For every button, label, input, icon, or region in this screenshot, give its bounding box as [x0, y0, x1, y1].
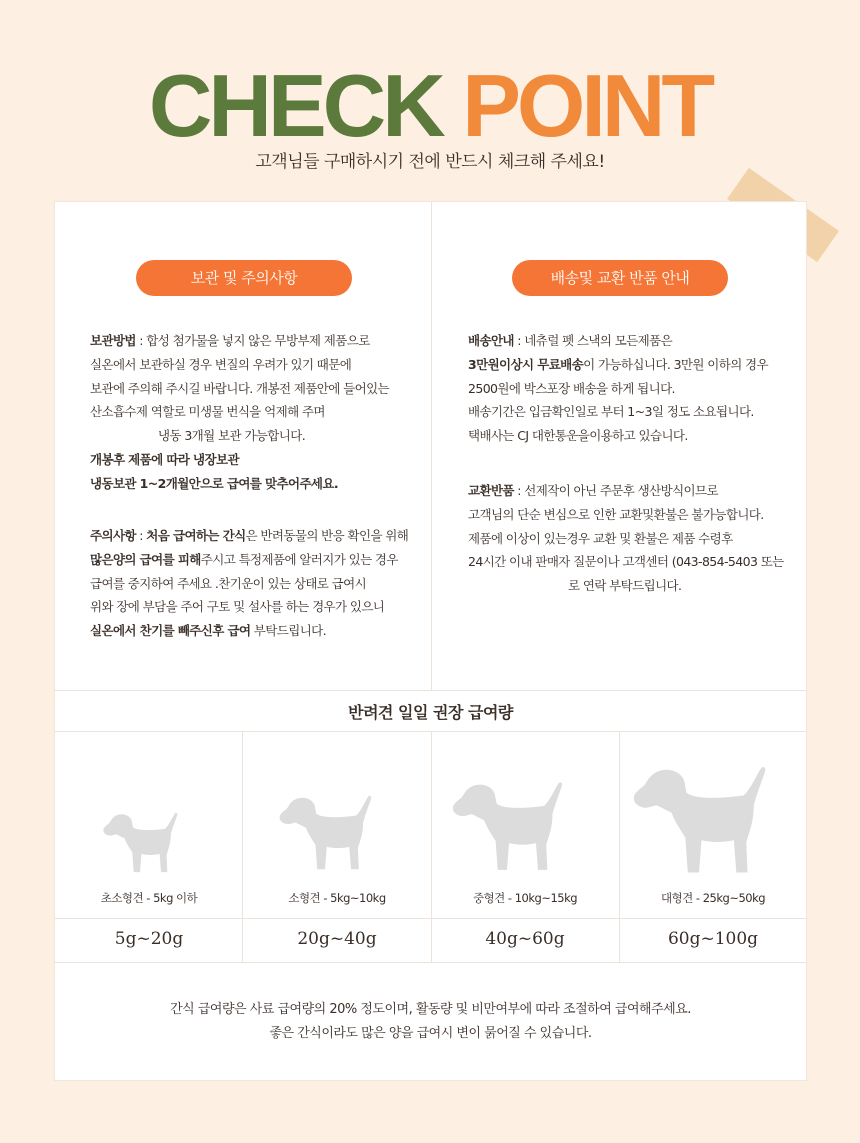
size-label: 소형견 - 5kg~10kg — [288, 891, 386, 905]
cell-divider — [242, 732, 243, 962]
page-title — [0, 56, 860, 155]
storage-pill: 보관 및 주의사항 — [136, 260, 352, 296]
page-subtitle: 고객님들 구매하시기 전에 반드시 체크해 주세요! — [255, 152, 605, 172]
feeding-title: 반려견 일일 권장 급여량 — [348, 703, 513, 722]
storage-caution: 주의사항 : 처음 급여하는 간식은 반려동물의 반응 확인을 위해 많은양의 급여를 피해주시고 특정제품에 알러지가 있는 경우 급여를 중지하여 주세요 .찬기운이 있는 상태로 급여시 위와 장에 부담을 주어 구토 및 설사를 하는 경우가 있으니 실온에서 찬기를 빼주신후 급여 부탁드립니다. — [90, 528, 409, 639]
amount-value: 5g~20g — [114, 929, 184, 949]
return-info: 교환반품 : 선제작이 아닌 주문후 생산방식이므로 고객님의 단순 변심으로 인한 교환및환불은 불가능합니다. 제품에 이상이 있는경우 교환 및 환불은 제품 수령후 24시간 이내 판매자 질문이나 고객센터 (043-854-5403 또는 로 연락 부탁드립니다. — [468, 483, 784, 594]
title-point: POINT — [462, 56, 712, 155]
shipping-info: 배송안내 : 네츄럴 펫 스낵의 모든제품은 3만원이상시 무료배송이 가능하십니다. 3만원 이하의 경우 2500원에 박스포장 배송을 하게 됩니다. 배송기간은 입금확인일로 부터 1~3일 정도 소요됩니다. 택배사는 CJ 대한통운을이용하고 있습니다. — [468, 333, 768, 444]
size-label: 대형견 - 25kg~50kg — [660, 891, 766, 905]
size-label: 중형견 - 10kg~15kg — [472, 891, 578, 905]
amount-value: 60g~100g — [667, 929, 759, 949]
section-divider — [55, 962, 806, 963]
storage-method-label: 보관방법 — [90, 333, 136, 348]
amount-value: 40g~60g — [485, 929, 565, 949]
column-divider — [431, 202, 432, 690]
size-label: 초소형견 - 5kg 이하 — [100, 891, 198, 905]
dog-xsmall-icon — [98, 810, 182, 874]
cell-divider — [431, 732, 432, 962]
shipping-label: 배송안내 — [468, 333, 514, 348]
dog-large-icon — [623, 763, 775, 875]
amount-value: 20g~40g — [297, 929, 377, 949]
dog-small-icon — [273, 792, 377, 872]
storage-method: 보관방법 : 합성 첨가물을 넣지 않은 무방부제 제품으로 실온에서 보관하실 경우 변질의 우려가 있기 때문에 보관에 주의해 주시길 바랍니다. 개봉전 제품안에 들어있는 산소흡수제 역할로 미생물 번식을 억제해 주며 냉동 3개월 보관 가능합니다. 개봉후 제품에 따라 냉장보관 냉동보관 1~2개월안으로 급여를 맞추어주세요. — [90, 333, 390, 491]
section-divider — [55, 690, 806, 691]
cell-divider — [619, 732, 620, 962]
delivery-pill: 배송및 교환 반품 안내 — [512, 260, 728, 296]
title-check: CHECK — [148, 56, 442, 155]
return-label: 교환반품 — [468, 483, 514, 498]
feeding-note: 간식 급여량은 사료 급여량의 20% 정도이며, 활동량 및 비만여부에 따라 조절하여 급여해주세요. 좋은 간식이라도 많은 양을 급여시 변이 묽어질 수 있습니다. — [170, 1002, 691, 1041]
caution-label: 주의사항 — [90, 528, 136, 543]
dog-medium-icon — [445, 778, 569, 873]
info-card — [54, 201, 807, 1081]
